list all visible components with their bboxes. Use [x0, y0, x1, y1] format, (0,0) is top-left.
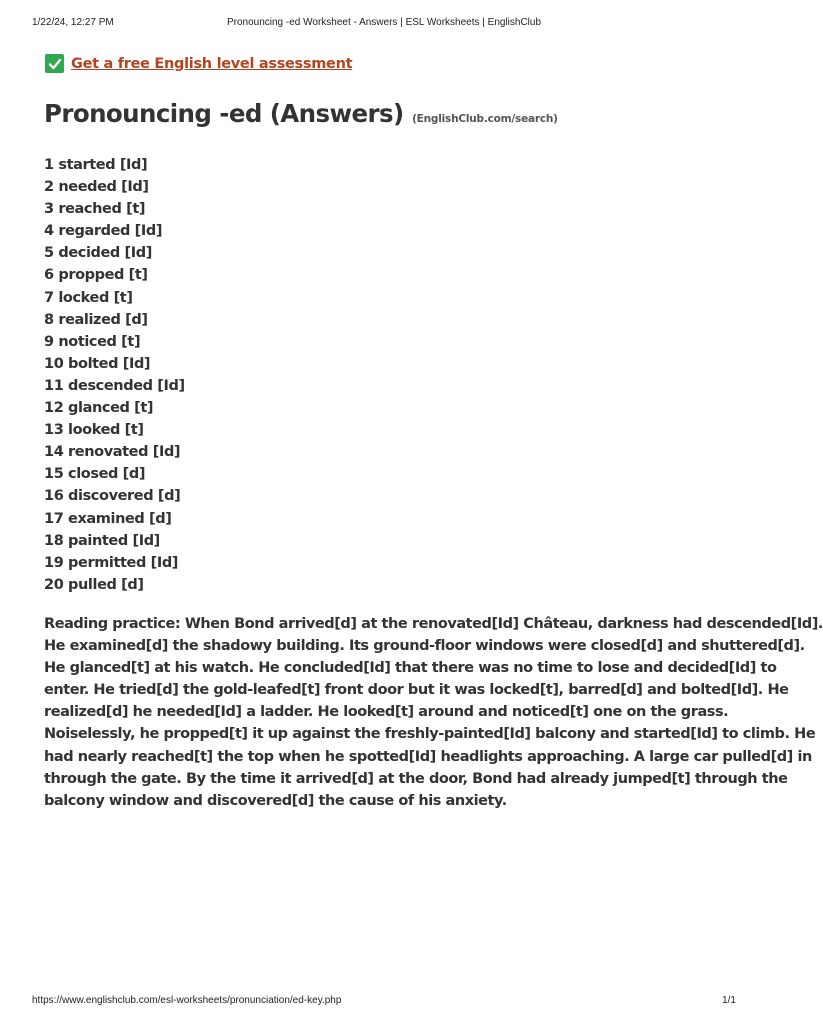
answer-item: 2 needed [Id]: [44, 179, 149, 196]
print-date: 1/22/24, 12:27 PM: [32, 17, 114, 28]
answer-item: 6 propped [t]: [44, 267, 148, 284]
answer-item: 18 painted [Id]: [44, 532, 160, 549]
answer-item: 5 decided [Id]: [44, 245, 152, 262]
reading-practice-paragraph: [44, 613, 823, 813]
answer-item: 15 closed [d]: [44, 466, 146, 483]
assessment-link[interactable]: Get a free English level assessment: [71, 55, 353, 72]
source-note: (EnglishClub.com/search): [412, 113, 558, 125]
reading-line: realized[d] he needed[Id] a ladder. He looked[t] around and noticed[t] one on the grass.: [44, 704, 729, 721]
check-mark-icon: [45, 54, 64, 73]
reading-line: He examined[d] the shadowy building. Its ground-floor windows were closed[d] and shuttered[d].: [44, 638, 805, 655]
answer-item: 9 noticed [t]: [44, 333, 141, 350]
answer-item: 17 examined [d]: [44, 510, 172, 527]
answer-item: 7 locked [t]: [44, 289, 133, 306]
reading-line: He glanced[t] at his watch. He concluded[Id] that there was no time to lose and decided[Id] to: [44, 660, 777, 677]
page-title: Pronouncing -ed (Answers): [44, 99, 404, 128]
print-page-title: Pronouncing -ed Worksheet - Answers | ESL Worksheets | EnglishClub: [226, 17, 542, 28]
reading-line: Reading practice: When Bond arrived[d] at the renovated[Id] Château, darkness had descended[Id].: [44, 616, 823, 632]
reading-line: had nearly reached[t] the top when he spotted[Id] headlights approaching. A large car pulled[d] in: [44, 748, 812, 765]
reading-line: balcony window and discovered[d] the cause of his anxiety.: [44, 792, 507, 809]
page-number: 1/1: [722, 995, 736, 1006]
answer-item: 12 glanced [t]: [44, 400, 154, 417]
page-heading: [44, 99, 558, 128]
answer-item: 19 permitted [Id]: [44, 554, 179, 571]
reading-line: through the gate. By the time it arrived[d] at the door, Bond had already jumped[t] through the: [44, 770, 788, 787]
answer-item: 4 regarded [Id]: [44, 223, 163, 240]
answer-item: 8 realized [d]: [44, 311, 148, 328]
print-url: https://www.englishclub.com/esl-worksheets/pronunciation/ed-key.php: [32, 995, 342, 1006]
reading-line: Noiselessly, he propped[t] it up against the freshly-painted[Id] balcony and started[Id] to climb. He: [44, 726, 816, 743]
answer-item: 11 descended [Id]: [44, 377, 185, 394]
answer-item: 3 reached [t]: [44, 201, 146, 218]
answer-item: 13 looked [t]: [44, 422, 144, 439]
answer-item: 20 pulled [d]: [44, 576, 144, 593]
print-footer: [0, 995, 768, 1011]
answer-item: 16 discovered [d]: [44, 488, 181, 505]
answer-item: 14 renovated [Id]: [44, 444, 181, 461]
assessment-banner: [45, 54, 352, 73]
reading-line: enter. He tried[d] the gold-leafed[t] front door but it was locked[t], barred[d] and bolted[Id]. He: [44, 682, 789, 699]
answer-item: 1 started [Id]: [44, 157, 148, 173]
print-header: [0, 17, 768, 33]
answer-item: 10 bolted [Id]: [44, 355, 151, 372]
answer-list: [44, 154, 185, 596]
